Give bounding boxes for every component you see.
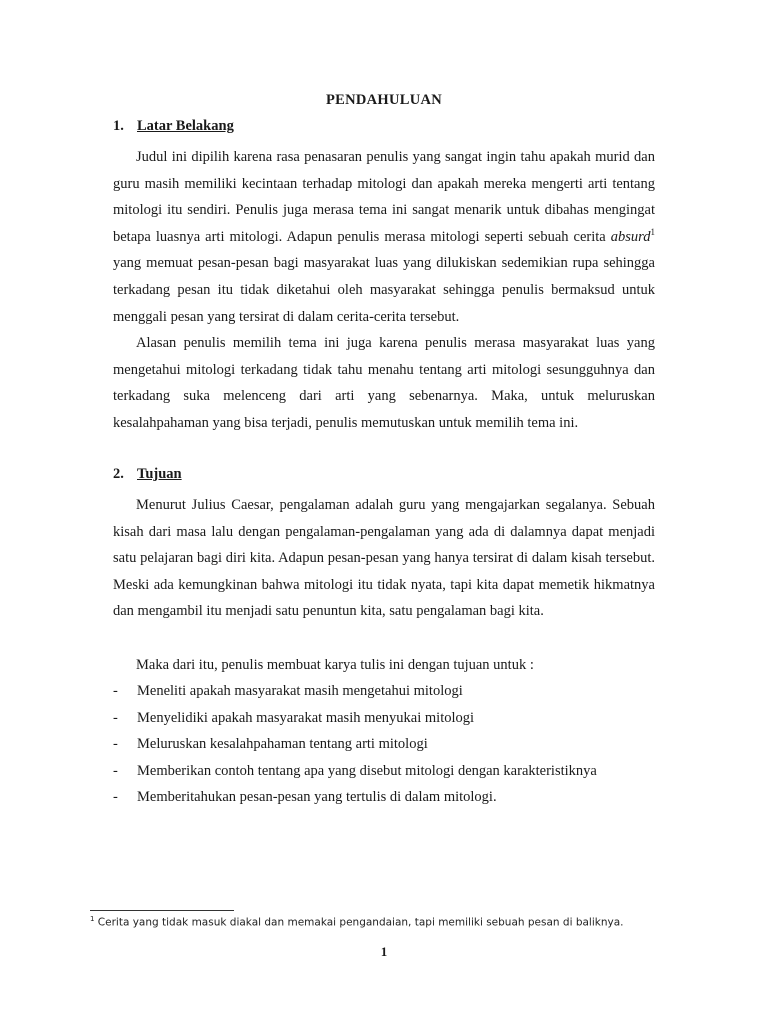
page-number: 1: [380, 944, 388, 959]
paragraph-text: yang memuat pesan-pesan bagi masyarakat luas yang dilukiskan sedemikian rupa sehingga terkadang pesan itu tidak diketahui oleh masyarakat sehingga penulis bermaksud untuk menggali pesan yang tersirat di dalam cerita-cerita tersebut.: [113, 255, 655, 325]
footnote-text: Cerita yang tidak masuk diakal dan memakai pengandaian, tapi memiliki sebuah pesan di baliknya.: [94, 916, 624, 929]
footnote-separator: [90, 910, 234, 911]
list-item: [113, 784, 673, 811]
paragraph-latar-belakang-1: [113, 144, 655, 330]
paragraph-tujuan-2: Maka dari itu, penulis membuat karya tulis ini dengan tujuan untuk :: [136, 657, 534, 673]
section-number: 2.: [113, 466, 124, 482]
list-item: [113, 758, 673, 785]
list-item-text: Meneliti apakah masyarakat masih mengetahui mitologi: [137, 683, 463, 699]
bullet-dash: -: [113, 762, 118, 779]
list-item-text: Memberitahukan pesan-pesan yang tertulis di dalam mitologi.: [137, 789, 497, 806]
section-number: 1.: [113, 118, 124, 134]
footnote-ref: 1: [650, 226, 655, 237]
section-heading-tujuan: [113, 466, 182, 483]
italic-term: absurd: [610, 228, 651, 245]
bullet-dash: -: [113, 683, 118, 699]
paragraph-text: Judul ini dipilih karena rasa penasaran penulis yang sangat ingin tahu apakah murid dan guru masih memiliki kecintaan terhadap mitologi dan apakah mereka mengerti arti tentang mitologi itu sendiri. Penulis juga merasa tema ini sangat menarik untuk dibahas mengingat betapa luasnya arti mitologi. Adapun penulis merasa mitologi seperti sebuah cerita: [113, 149, 655, 245]
section-title: Tujuan: [137, 466, 182, 482]
list-item-text: Meluruskan kesalahpahaman tentang arti mitologi: [137, 736, 428, 753]
list-item: [113, 678, 673, 705]
bullet-dash: -: [113, 709, 118, 726]
footnote: [90, 915, 623, 929]
list-item: [113, 705, 673, 732]
section-heading-latar-belakang: [113, 118, 234, 135]
paragraph-latar-belakang-2: Alasan penulis memilih tema ini juga karena penulis merasa masyarakat luas yang mengetahui mitologi terkadang tidak tahu menahu tentang arti mitologi sesungguhnya dan terkadang suka melenceng dari arti yang sebenarnya. Maka, untuk meluruskan kesalahpahaman yang bisa terjadi, penulis memutuskan untuk memilih tema ini.: [113, 335, 655, 431]
section-title: Latar Belakang: [137, 118, 234, 134]
document-title: PENDAHULUAN: [325, 92, 443, 108]
goals-list: [113, 678, 673, 811]
list-item: [113, 731, 673, 758]
paragraph-tujuan-1: Menurut Julius Caesar, pengalaman adalah guru yang mengajarkan segalanya. Sebuah kisah dari masa lalu dengan pengalaman-pengalaman yang ada di dalamnya dapat menjadi satu pelajaran bagi diri kita. Adapun pesan-pesan yang hanya tersirat di dalam kisah tersebut. Meski ada kemungkinan bahwa mitologi itu tidak nyata, tapi kita dapat memetik hikmatnya dan mengambil itu menjadi satu penuntun kita, satu pengalaman bagi kita.: [113, 497, 655, 620]
list-item-text: Menyelidiki apakah masyarakat masih menyukai mitologi: [137, 709, 475, 726]
footnote-marker: 1: [90, 915, 95, 923]
list-item-text: Memberikan contoh tentang apa yang disebut mitologi dengan karakteristiknya: [137, 762, 597, 779]
bullet-dash: -: [113, 736, 118, 753]
bullet-dash: -: [113, 789, 118, 806]
